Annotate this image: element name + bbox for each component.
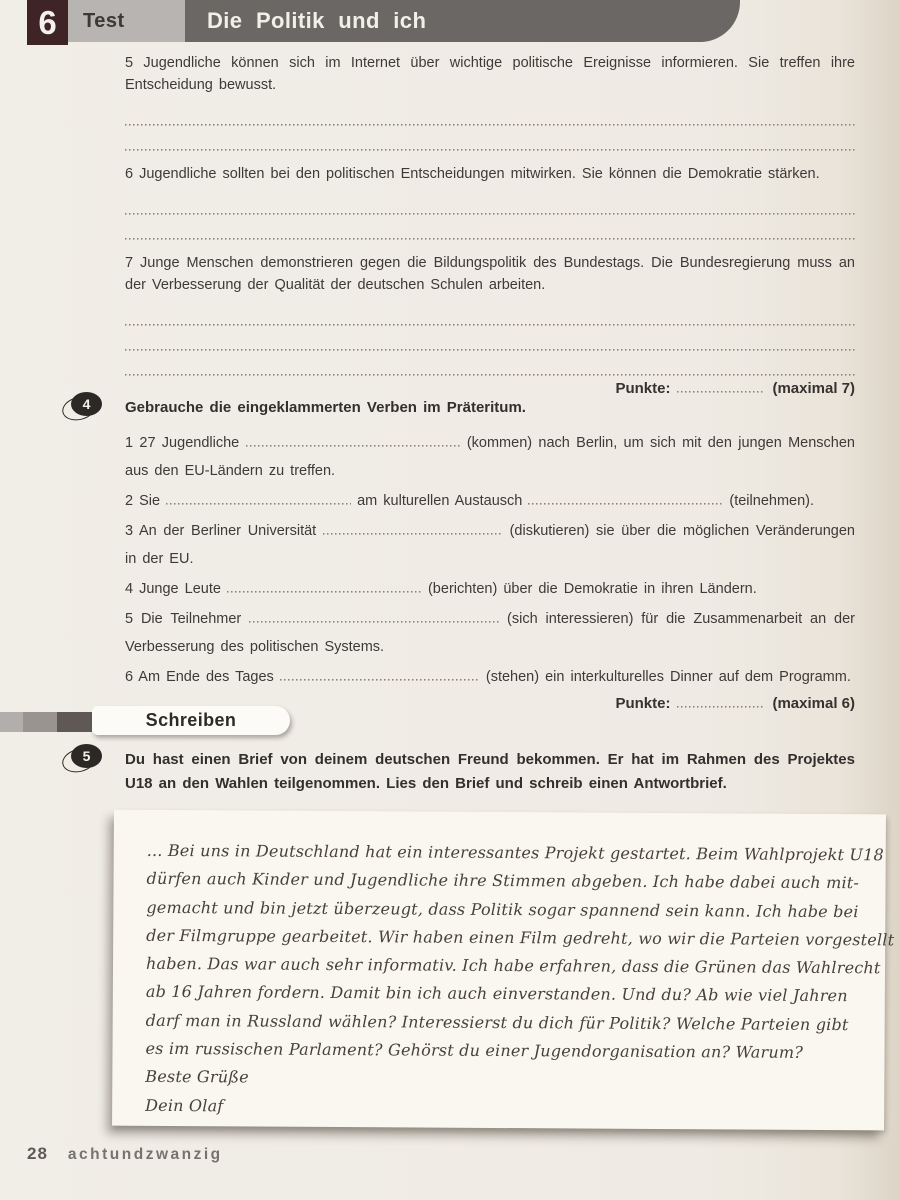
answer-line	[125, 215, 855, 240]
letter-line: ab 16 Jahren fordern. Damit bin ich auch einverstanden. Und du? Ab wie viel Jahren	[145, 982, 848, 1006]
exercise-number-badge	[62, 392, 102, 422]
statement-item: 6 Jugendliche sollten bei den politischen Entscheidungen mitwirken. Sie können die Demokratie stärken.	[125, 166, 820, 182]
answer-line	[125, 101, 855, 126]
letter-line: haben. Das war auch sehr informativ. Ich habe erfahren, dass die Grünen das Wahlrecht	[145, 954, 881, 978]
badge-number: 4	[71, 392, 102, 416]
punkte-label: Punkte:	[615, 695, 671, 712]
fill-blank	[323, 524, 503, 535]
bar-segment	[57, 712, 92, 732]
test-label: Test	[68, 0, 185, 42]
exercise-4-instruction: Gebrauche die eingeklammerten Verben im Präteritum.	[125, 399, 526, 416]
letter-line: darf man in Russland wählen? Interessierst du dich für Politik? Welche Parteien gibt	[145, 1010, 849, 1034]
answer-line	[125, 326, 855, 351]
answer-line	[125, 126, 855, 151]
exercise-5-head	[82, 748, 855, 796]
punkte-blank	[677, 697, 765, 708]
fill-blank	[246, 436, 461, 447]
letter-line: Dein Olaf	[145, 1095, 224, 1115]
fill-blank	[249, 612, 499, 623]
exercise-4	[82, 396, 855, 712]
letter-line: dürfen auch Kinder und Jugendliche ihre Stimmen abgeben. Ich habe dabei auch mit-	[146, 869, 860, 893]
letter-line: gemacht und bin jetzt überzeugt, dass Politik sogar spannend sein kann. Ich habe bei	[146, 897, 859, 921]
punkte-max: (maximal 7)	[772, 380, 855, 397]
letter-line: es im russischen Parlament? Gehörst du einer Jugendorganisation an? Warum?	[145, 1038, 804, 1062]
exercise-number-badge	[62, 744, 102, 774]
verb-item: 2 Sie am kulturellen Austausch (teilnehmen).	[125, 493, 815, 509]
bar-segment	[0, 712, 23, 732]
answer-line	[125, 301, 855, 326]
exercise-4-items	[125, 429, 855, 691]
section-title: Schreiben	[92, 706, 290, 735]
page-footer	[27, 1144, 223, 1164]
fill-blank	[227, 582, 422, 593]
letter-line: ... Bei uns in Deutschland hat ein interessantes Projekt gestartet. Beim Wahlprojekt U18	[146, 840, 884, 865]
verb-item: 1 27 Jugendliche (kommen) nach Berlin, um sich mit den jungen Menschen aus den EU-Ländern zu treffen.	[125, 435, 855, 479]
bar-segment	[23, 712, 57, 732]
punkte-max: (maximal 6)	[772, 695, 855, 712]
punkte-label: Punkte:	[615, 380, 671, 397]
statement-item: 5 Jugendliche können sich im Internet über wichtige politische Ereignisse informieren. Sie treffen ihre Entscheidung bewusst.	[125, 55, 855, 93]
statements	[125, 52, 855, 397]
chapter-title: Die Politik und ich	[207, 8, 427, 33]
statement-item: 7 Junge Menschen demonstrieren gegen die Bildungspolitik des Bundestags. Die Bundesregierung muss an der Verbesserung der Qualität der deutschen Schulen arbeiten.	[125, 255, 855, 293]
fill-blank	[280, 670, 480, 681]
chapter-title-bar	[185, 0, 740, 42]
answer-line	[125, 190, 855, 215]
fill-blank	[166, 494, 351, 505]
fill-blank	[528, 494, 723, 505]
letter-box	[112, 810, 895, 1131]
section-header-schreiben	[0, 706, 330, 740]
letter-line: Beste Grüße	[145, 1067, 249, 1087]
verb-item: 3 An der Berliner Universität (diskutieren) sie über die möglichen Veränderungen in der EU.	[125, 523, 855, 567]
letter-text	[145, 837, 895, 1124]
verb-item: 5 Die Teilnehmer (sich interessieren) für die Zusammenarbeit an der Verbesserung des politischen Systems.	[125, 611, 855, 655]
punkte-row	[125, 380, 855, 397]
badge-number: 5	[71, 744, 102, 768]
page-number-word: achtundzwanzig	[67, 1146, 223, 1163]
punkte-blank	[677, 382, 765, 393]
verb-item: 4 Junge Leute (berichten) über die Demokratie in ihren Ländern.	[125, 581, 757, 597]
statements-list	[125, 52, 855, 376]
exercise-5	[82, 748, 855, 796]
exercise-4-head	[82, 396, 855, 420]
answer-line	[125, 351, 855, 376]
verb-item: 6 Am Ende des Tages (stehen) ein interkulturelles Dinner auf dem Programm.	[125, 669, 851, 685]
letter-line: der Filmgruppe gearbeitet. Wir haben einen Film gedreht, wo wir die Parteien vorgestellt	[146, 925, 895, 950]
exercise-5-instruction: Du hast einen Brief von deinem deutschen Freund bekommen. Er hat im Rahmen des Projektes U18 an den Wahlen teilgenommen. Lies den Brief und schreib einen Antwortbrief.	[125, 751, 855, 792]
unit-number-badge: 6	[27, 0, 68, 45]
page-number: 28	[27, 1144, 48, 1163]
